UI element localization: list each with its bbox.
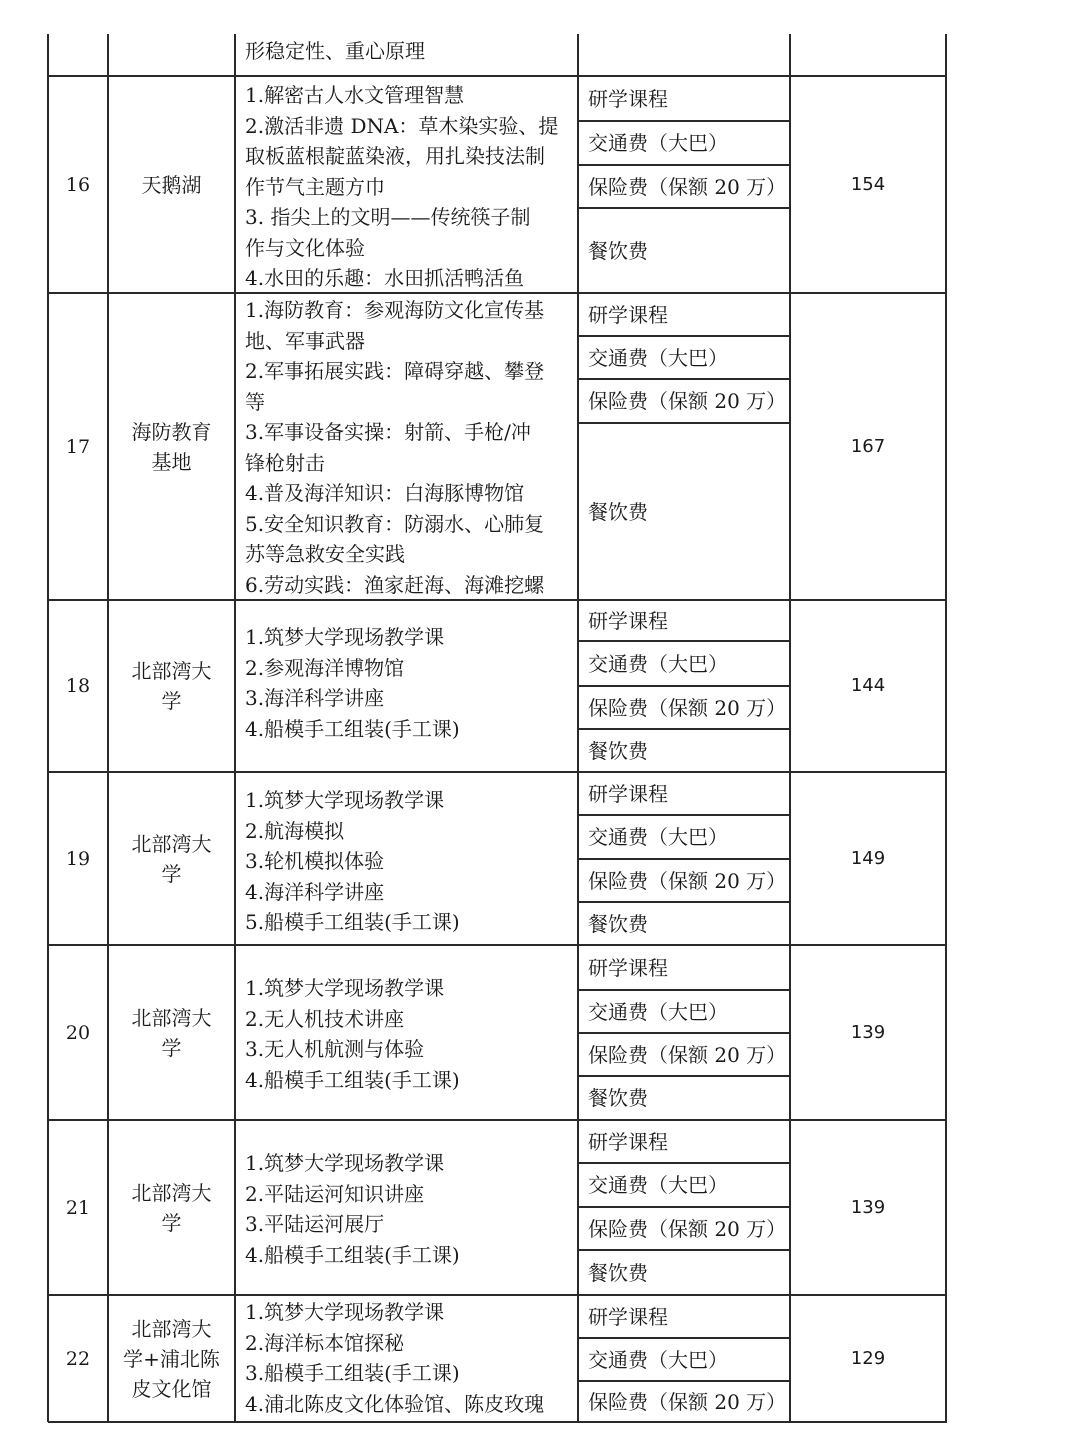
destination-name-line: 学 — [161, 689, 182, 713]
destination-name-line: 北部湾大 — [131, 1316, 212, 1341]
content-line: 形稳定性、重心原理 — [245, 39, 425, 63]
fee-divider — [578, 422, 791, 424]
fee-item: 研学课程 — [588, 781, 668, 806]
price-per-person: 144 — [850, 675, 886, 696]
fee-divider — [578, 989, 791, 991]
fee-item: 餐饮费 — [588, 1086, 648, 1110]
fee-divider — [578, 901, 791, 903]
fee-divider — [578, 120, 791, 122]
activity-content — [235, 1120, 578, 1295]
fee-item: 保险费（保额 20 万） — [588, 174, 787, 199]
fee-item: 保险费（保额 20 万） — [588, 1042, 787, 1067]
row-number: 16 — [65, 173, 91, 196]
content-line: 1.解密古人水文管理智慧 — [245, 83, 465, 107]
content-line: 3.军事设备实操：射箭、手枪/冲 — [245, 420, 531, 444]
content-line: 3.无人机航测与体验 — [245, 1037, 425, 1061]
fee-item: 研学课程 — [588, 955, 668, 980]
fee-item: 交通费（大巴） — [588, 825, 728, 849]
destination-name-line: 海防教育 — [131, 419, 212, 444]
fee-divider — [578, 335, 791, 337]
content-line: 4.船模手工组装(手工课) — [245, 1067, 460, 1092]
table-bottom-border — [48, 1421, 947, 1423]
destination-name-line: 皮文化馆 — [131, 1376, 212, 1401]
destination-name — [108, 1120, 235, 1295]
content-line: 地、军事武器 — [245, 328, 365, 353]
fee-divider — [578, 814, 791, 816]
destination-name-line: 学 — [161, 1210, 182, 1235]
content-line: 4.海洋科学讲座 — [245, 879, 385, 904]
activity-content — [235, 293, 578, 600]
fee-item: 研学课程 — [588, 86, 668, 111]
fee-item: 餐饮费 — [588, 238, 648, 263]
fee-divider — [578, 207, 791, 209]
fee-divider — [578, 640, 791, 642]
content-line: 苏等急救安全实践 — [245, 542, 405, 566]
fee-item: 保险费（保额 20 万） — [588, 1216, 787, 1241]
content-line: 2.激活非遗 DNA：草木染实验、提 — [245, 113, 559, 138]
fee-item: 研学课程 — [588, 608, 668, 633]
activity-content — [235, 945, 578, 1120]
fee-item: 餐饮费 — [588, 1260, 648, 1285]
content-line: 2.无人机技术讲座 — [245, 1006, 405, 1031]
content-line: 2.海洋标本馆探秘 — [245, 1330, 405, 1355]
fee-item: 保险费（保额 20 万） — [588, 695, 787, 720]
row-number: 21 — [65, 1196, 91, 1219]
destination-name — [108, 1295, 235, 1422]
fee-item: 研学课程 — [588, 1129, 668, 1154]
fee-item: 交通费（大巴） — [588, 345, 728, 370]
fee-item: 餐饮费 — [588, 499, 648, 524]
price-per-person: 139 — [850, 1021, 886, 1043]
price-per-person: 139 — [850, 1196, 886, 1218]
destination-name-line: 北部湾大 — [131, 831, 212, 856]
content-line: 1.筑梦大学现场教学课 — [245, 625, 445, 649]
fee-divider — [578, 1075, 791, 1077]
row-number: 17 — [65, 435, 91, 458]
destination-name — [108, 945, 235, 1120]
content-line: 4.浦北陈皮文化体验馆、陈皮玫瑰 — [245, 1391, 545, 1416]
content-line: 3.船模手工组装(手工课) — [245, 1361, 460, 1385]
content-line: 5.船模手工组装(手工课) — [245, 910, 460, 934]
destination-name-line: 天鹅湖 — [141, 172, 202, 197]
destination-name-line: 北部湾大 — [131, 659, 212, 683]
content-line: 1.筑梦大学现场教学课 — [245, 1300, 445, 1324]
content-line: 取板蓝根靛蓝染液，用扎染技法制 — [245, 144, 545, 168]
fee-divider — [578, 1380, 791, 1382]
content-line: 3.平陆运河展厅 — [245, 1212, 385, 1236]
fee-item: 交通费（大巴） — [588, 651, 728, 676]
price-per-person: 149 — [850, 847, 886, 869]
row-number: 18 — [65, 675, 91, 697]
fee-item: 交通费（大巴） — [588, 1173, 728, 1197]
content-line: 1.筑梦大学现场教学课 — [245, 788, 445, 812]
destination-name-line: 北部湾大 — [131, 1005, 212, 1030]
fee-item: 交通费（大巴） — [588, 131, 728, 155]
content-line: 6.劳动实践：渔家赶海、海滩挖螺 — [245, 572, 545, 597]
fee-divider — [578, 1249, 791, 1251]
fee-divider — [578, 378, 791, 380]
fee-item: 保险费（保额 20 万） — [588, 1389, 787, 1414]
content-line: 2.平陆运河知识讲座 — [245, 1181, 425, 1206]
content-line: 4.普及海洋知识：白海豚博物馆 — [245, 481, 525, 505]
content-line: 1.海防教育：参观海防文化宣传基 — [245, 298, 545, 322]
activity-content — [235, 1295, 578, 1422]
destination-name-line: 基地 — [151, 449, 192, 474]
destination-name-line: 学 — [161, 861, 182, 886]
content-line: 4.船模手工组装(手工课) — [245, 1242, 460, 1267]
fee-divider — [578, 1162, 791, 1164]
destination-name-line: 学+浦北陈 — [123, 1346, 220, 1371]
content-line: 作节气主题方巾 — [245, 174, 385, 199]
destination-name-line: 学 — [161, 1035, 182, 1060]
content-line: 1.筑梦大学现场教学课 — [245, 976, 445, 1000]
content-line: 4.水田的乐趣：水田抓活鸭活鱼 — [245, 266, 525, 290]
content-line: 等 — [245, 389, 265, 414]
content-line: 3.海洋科学讲座 — [245, 686, 385, 710]
fee-divider — [578, 858, 791, 860]
destination-name — [108, 600, 235, 772]
activity-content — [235, 76, 578, 293]
row-number: 19 — [65, 847, 91, 870]
content-line: 锋枪射击 — [245, 450, 325, 475]
content-line: 2.参观海洋博物馆 — [245, 655, 405, 680]
row-number: 22 — [65, 1347, 91, 1370]
destination-name — [108, 293, 235, 600]
price-per-person: 129 — [850, 1347, 886, 1369]
fee-divider — [578, 164, 791, 166]
content-line: 作与文化体验 — [245, 235, 365, 260]
fee-divider — [578, 1337, 791, 1339]
fee-divider — [578, 728, 791, 730]
activity-content — [235, 600, 578, 772]
continued-content-cell — [235, 34, 578, 76]
content-line: 1.筑梦大学现场教学课 — [245, 1151, 445, 1175]
destination-name — [108, 76, 235, 293]
content-line: 3. 指尖上的文明——传统筷子制 — [245, 205, 531, 229]
content-line: 2.军事拓展实践：障碍穿越、攀登 — [245, 359, 545, 383]
fee-item: 餐饮费 — [588, 738, 648, 763]
content-line: 5.安全知识教育：防溺水、心肺复 — [245, 511, 545, 536]
fee-item: 交通费（大巴） — [588, 999, 728, 1024]
fee-item: 保险费（保额 20 万） — [588, 868, 787, 893]
fee-item: 研学课程 — [588, 302, 668, 327]
row-number: 20 — [65, 1021, 91, 1044]
activity-content — [235, 772, 578, 945]
price-per-person: 154 — [850, 173, 886, 195]
content-line: 2.航海模拟 — [245, 818, 345, 843]
fee-item: 研学课程 — [588, 1304, 668, 1329]
fee-divider — [578, 685, 791, 687]
destination-name-line: 北部湾大 — [131, 1180, 212, 1205]
destination-name — [108, 772, 235, 945]
fee-item: 保险费（保额 20 万） — [588, 389, 787, 413]
fee-divider — [578, 1206, 791, 1208]
fee-item: 餐饮费 — [588, 911, 648, 936]
fee-divider — [578, 1032, 791, 1034]
content-line: 3.轮机模拟体验 — [245, 849, 385, 873]
fee-item: 交通费（大巴） — [588, 1347, 728, 1372]
content-line: 4.船模手工组装(手工课) — [245, 716, 460, 741]
price-per-person: 167 — [850, 435, 886, 457]
